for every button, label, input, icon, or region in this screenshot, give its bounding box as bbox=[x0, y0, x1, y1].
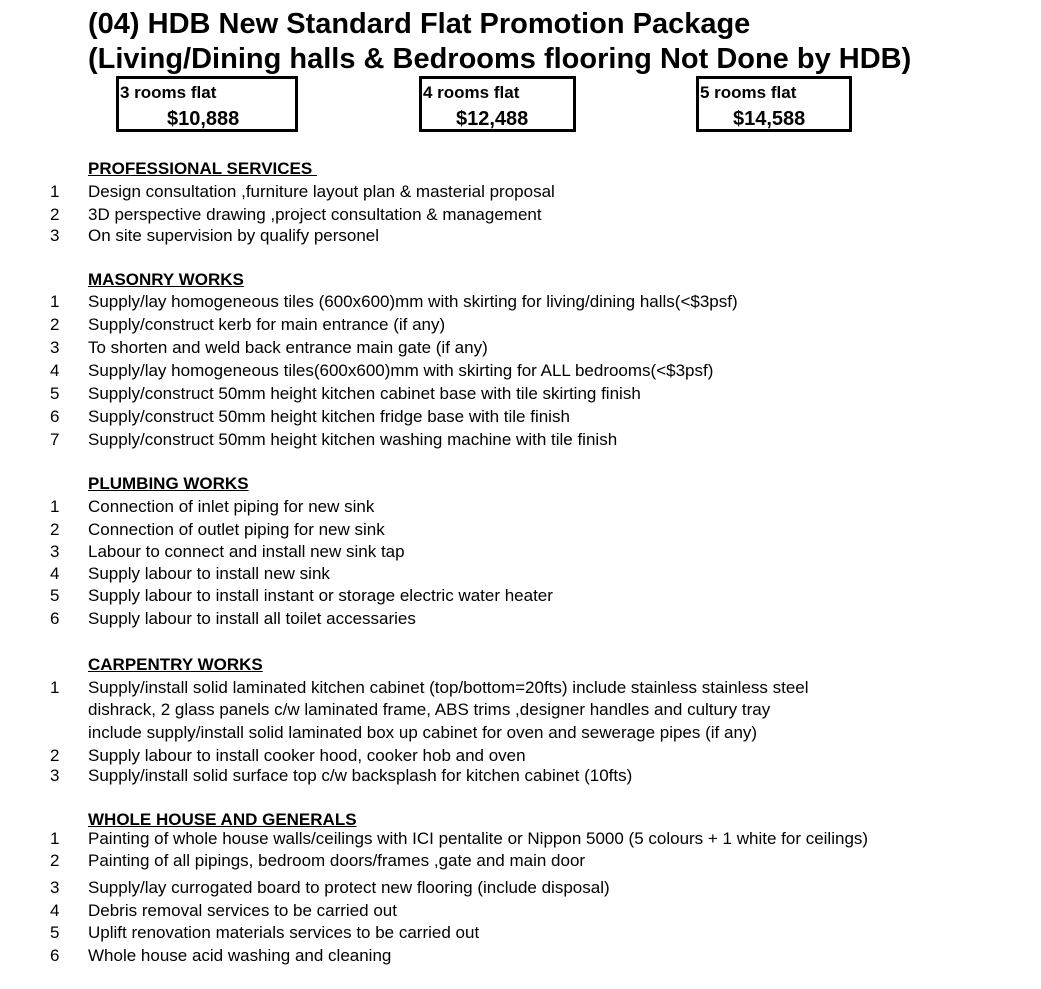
item-number: 5 bbox=[50, 384, 60, 403]
item-number: 6 bbox=[50, 407, 60, 426]
section-heading-masonry-works: MASONRY WORKS bbox=[88, 270, 244, 289]
section-heading-whole-house-and-generals: WHOLE HOUSE AND GENERALS bbox=[88, 810, 357, 829]
package-3-rooms bbox=[116, 76, 298, 132]
list-item: Supply labour to install new sink bbox=[88, 564, 330, 583]
item-number: 3 bbox=[50, 542, 60, 561]
item-number: 3 bbox=[50, 878, 60, 897]
item-number: 2 bbox=[50, 746, 60, 765]
list-item: 3D perspective drawing ,project consultation & management bbox=[88, 205, 542, 224]
list-item: Whole house acid washing and cleaning bbox=[88, 946, 392, 965]
item-number: 1 bbox=[50, 678, 60, 697]
list-item: Connection of outlet piping for new sink bbox=[88, 520, 385, 539]
list-item: Painting of all pipings, bedroom doors/frames ,gate and main door bbox=[88, 851, 586, 870]
item-number: 5 bbox=[50, 586, 60, 605]
item-number: 2 bbox=[50, 851, 60, 870]
item-number: 2 bbox=[50, 315, 60, 334]
item-number: 4 bbox=[50, 901, 60, 920]
list-item: Painting of whole house walls/ceilings with ICI pentalite or Nippon 5000 (5 colours + 1 white for ceilings) bbox=[88, 829, 869, 848]
list-item: Uplift renovation materials services to be carried out bbox=[88, 923, 480, 942]
item-number: 4 bbox=[50, 361, 60, 380]
section-heading-plumbing-works: PLUMBING WORKS bbox=[88, 474, 249, 493]
package-price: $12,488 bbox=[456, 108, 529, 130]
item-number: 6 bbox=[50, 609, 60, 628]
item-number: 6 bbox=[50, 946, 60, 965]
package-rooms-label: 4 rooms flat bbox=[423, 83, 520, 102]
list-item: Supply/construct 50mm height kitchen washing machine with tile finish bbox=[88, 430, 618, 449]
list-item: To shorten and weld back entrance main gate (if any) bbox=[88, 338, 488, 357]
package-4-rooms bbox=[419, 76, 576, 132]
page-subtitle: (Living/Dining halls & Bedrooms flooring Not Done by HDB) bbox=[88, 43, 912, 75]
list-item: Labour to connect and install new sink tap bbox=[88, 542, 405, 561]
item-number: 1 bbox=[50, 829, 60, 848]
list-item: Supply/lay homogeneous tiles (600x600)mm with skirting for living/dining halls(<$3psf) bbox=[88, 292, 738, 311]
list-item: Supply/install solid surface top c/w backsplash for kitchen cabinet (10fts) bbox=[88, 766, 633, 785]
item-number: 1 bbox=[50, 497, 60, 516]
list-item: Connection of inlet piping for new sink bbox=[88, 497, 375, 516]
package-price: $14,588 bbox=[733, 108, 806, 130]
list-item: Supply labour to install instant or storage electric water heater bbox=[88, 586, 553, 605]
list-item: Debris removal services to be carried out bbox=[88, 901, 397, 920]
item-number: 5 bbox=[50, 923, 60, 942]
page-title: (04) HDB New Standard Flat Promotion Package bbox=[88, 8, 751, 40]
list-item: Design consultation ,furniture layout plan & masterial proposal bbox=[88, 182, 555, 201]
list-item: Supply/lay homogeneous tiles(600x600)mm with skirting for ALL bedrooms(<$3psf) bbox=[88, 361, 714, 380]
package-5-rooms bbox=[696, 76, 852, 132]
item-number: 1 bbox=[50, 182, 60, 201]
item-number: 2 bbox=[50, 520, 60, 539]
list-item: Supply/construct kerb for main entrance (if any) bbox=[88, 315, 446, 334]
section-heading-professional-services: PROFESSIONAL SERVICES bbox=[88, 159, 317, 178]
item-number: 4 bbox=[50, 564, 60, 583]
list-item: On site supervision by qualify personel bbox=[88, 226, 380, 245]
list-item: Supply/construct 50mm height kitchen cabinet base with tile skirting finish bbox=[88, 384, 641, 403]
item-number: 1 bbox=[50, 292, 60, 311]
item-number: 2 bbox=[50, 205, 60, 224]
list-item: Supply/install solid laminated kitchen cabinet (top/bottom=20fts) include stainless stainless steel bbox=[88, 678, 809, 697]
list-item: Supply labour to install cooker hood, cooker hob and oven bbox=[88, 746, 526, 765]
item-number: 3 bbox=[50, 338, 60, 357]
package-rooms-label: 3 rooms flat bbox=[120, 83, 217, 102]
item-number: 3 bbox=[50, 226, 60, 245]
section-heading-carpentry-works: CARPENTRY WORKS bbox=[88, 655, 263, 674]
list-item-continuation: include supply/install solid laminated box up cabinet for oven and sewerage pipes (if any) bbox=[88, 723, 758, 742]
item-number: 7 bbox=[50, 430, 60, 449]
list-item: Supply labour to install all toilet accessaries bbox=[88, 609, 416, 628]
package-rooms-label: 5 rooms flat bbox=[700, 83, 797, 102]
package-price: $10,888 bbox=[167, 108, 240, 130]
list-item-continuation: dishrack, 2 glass panels c/w laminated frame, ABS trims ,designer handles and cultury tray bbox=[88, 700, 771, 719]
item-number: 3 bbox=[50, 766, 60, 785]
list-item: Supply/lay currogated board to protect new flooring (include disposal) bbox=[88, 878, 610, 897]
list-item: Supply/construct 50mm height kitchen fridge base with tile finish bbox=[88, 407, 570, 426]
